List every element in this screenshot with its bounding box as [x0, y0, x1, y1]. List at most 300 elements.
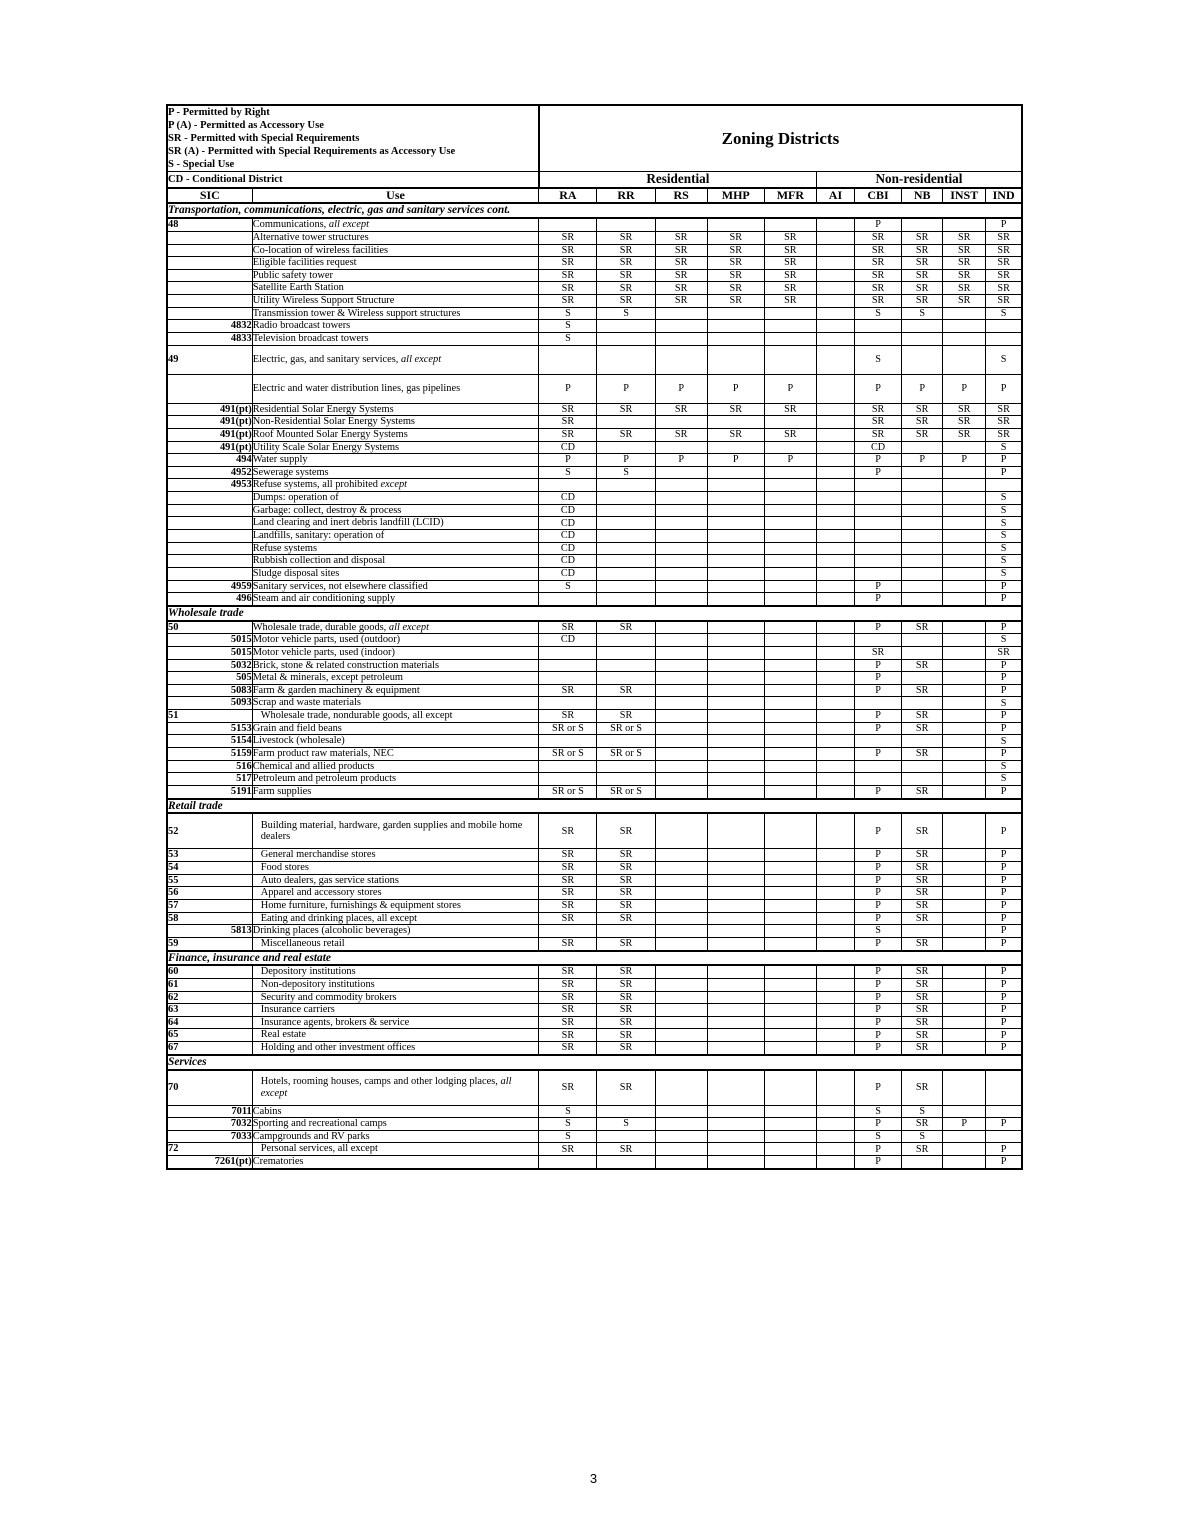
cell-permission-rs — [655, 785, 707, 798]
cell-permission-inst — [943, 555, 986, 568]
cell-permission-rs — [655, 530, 707, 543]
cell-permission-ra — [539, 925, 597, 938]
cell-permission-ind: S — [986, 492, 1022, 505]
table-row — [167, 332, 1022, 345]
cell-permission-ind: SR — [986, 257, 1022, 270]
cell-permission-ai — [816, 735, 854, 748]
cell-sic-code: 64 — [167, 1016, 252, 1029]
cell-permission-mfr — [764, 849, 816, 862]
table-row — [167, 735, 1022, 748]
use-text: Utility Scale Solar Energy Systems — [252, 441, 400, 453]
cell-permission-cbi: SR — [855, 257, 902, 270]
cell-permission-rs — [655, 849, 707, 862]
cell-permission-mfr — [764, 965, 816, 978]
cell-permission-ai — [816, 991, 854, 1004]
use-text: Non-Residential Solar Energy Systems — [252, 416, 415, 428]
cell-permission-mfr — [764, 345, 816, 374]
cell-use-description — [252, 899, 539, 912]
use-text: Miscellaneous retail — [260, 937, 345, 949]
cell-permission-rs — [655, 912, 707, 925]
cell-permission-inst — [943, 218, 986, 231]
cell-permission-inst — [943, 646, 986, 659]
cell-sic-code: 52 — [167, 813, 252, 849]
cell-permission-mfr — [764, 530, 816, 543]
cell-sic-code: 5153 — [167, 722, 252, 735]
cell-use-description — [252, 621, 539, 634]
cell-permission-mhp — [707, 965, 764, 978]
cell-use-description — [252, 1143, 539, 1156]
cell-permission-ind: S — [986, 504, 1022, 517]
cell-use-description — [252, 320, 539, 333]
cell-use-description — [252, 684, 539, 697]
cell-permission-rr: SR — [597, 710, 655, 723]
cell-permission-nb: SR — [902, 991, 943, 1004]
cell-use-description — [252, 416, 539, 429]
cell-permission-mfr — [764, 1016, 816, 1029]
cell-permission-mfr — [764, 492, 816, 505]
cell-permission-rs — [655, 621, 707, 634]
cell-permission-inst — [943, 773, 986, 786]
cell-use-description — [252, 849, 539, 862]
cell-permission-rs — [655, 748, 707, 761]
cell-permission-ra: S — [539, 1130, 597, 1143]
cell-permission-ra: CD — [539, 555, 597, 568]
cell-permission-cbi: P — [855, 710, 902, 723]
use-text: Motor vehicle parts, used (indoor) — [252, 646, 395, 658]
cell-permission-nb: SR — [902, 978, 943, 991]
cell-permission-cbi: P — [855, 621, 902, 634]
cell-permission-cbi: P — [855, 1156, 902, 1169]
cell-sic-code: 5093 — [167, 697, 252, 710]
use-text-emphasis: all except — [388, 621, 429, 633]
use-text: Building material, hardware, garden supplies and mobile home dealers — [260, 819, 523, 843]
cell-permission-nb: SR — [902, 282, 943, 295]
cell-permission-nb — [902, 542, 943, 555]
cell-permission-ra: SR — [539, 1042, 597, 1055]
cell-permission-rr — [597, 646, 655, 659]
cell-permission-cbi: P — [855, 912, 902, 925]
cell-permission-rr — [597, 672, 655, 685]
cell-permission-mfr — [764, 634, 816, 647]
cell-permission-mhp: SR — [707, 269, 764, 282]
cell-use-description — [252, 441, 539, 454]
cell-use-description — [252, 454, 539, 467]
cell-permission-ra: S — [539, 1105, 597, 1118]
cell-use-description — [252, 307, 539, 320]
cell-permission-mfr — [764, 416, 816, 429]
table-row — [167, 899, 1022, 912]
cell-permission-ai — [816, 542, 854, 555]
cell-permission-inst — [943, 580, 986, 593]
cell-permission-nb — [902, 634, 943, 647]
cell-sic-code — [167, 504, 252, 517]
cell-sic-code: 516 — [167, 760, 252, 773]
cell-permission-inst — [943, 1070, 986, 1106]
cell-permission-nb: SR — [902, 231, 943, 244]
legend-line: SR - Permitted with Special Requirements — [168, 132, 360, 144]
cell-permission-ai — [816, 479, 854, 492]
cell-permission-rs — [655, 332, 707, 345]
cell-sic-code: 48 — [167, 218, 252, 231]
cell-permission-ind: S — [986, 760, 1022, 773]
legend-block — [167, 105, 539, 172]
cell-permission-rs — [655, 813, 707, 849]
cell-sic-code: 5015 — [167, 634, 252, 647]
cell-use-description — [252, 965, 539, 978]
cell-permission-inst: P — [943, 374, 986, 403]
cell-permission-rr: SR — [597, 887, 655, 900]
cell-permission-mfr: SR — [764, 295, 816, 308]
cell-permission-mfr — [764, 1143, 816, 1156]
cell-permission-mhp — [707, 773, 764, 786]
cell-permission-inst — [943, 567, 986, 580]
cell-permission-nb — [902, 925, 943, 938]
table-row — [167, 1042, 1022, 1055]
cell-permission-ind: S — [986, 773, 1022, 786]
cell-permission-inst — [943, 760, 986, 773]
cell-permission-inst: SR — [943, 428, 986, 441]
table-row — [167, 697, 1022, 710]
cell-permission-inst — [943, 659, 986, 672]
cell-sic-code: 5015 — [167, 646, 252, 659]
cell-permission-rr — [597, 593, 655, 606]
cell-permission-mhp: P — [707, 454, 764, 467]
cell-permission-inst: SR — [943, 282, 986, 295]
table-row — [167, 530, 1022, 543]
cell-permission-rs — [655, 593, 707, 606]
cell-permission-mhp — [707, 1029, 764, 1042]
cell-permission-mfr — [764, 504, 816, 517]
cell-permission-ind: P — [986, 1016, 1022, 1029]
group-header-row — [167, 172, 1022, 188]
cell-permission-mhp — [707, 735, 764, 748]
cell-permission-nb: S — [902, 1105, 943, 1118]
table-row — [167, 479, 1022, 492]
cell-permission-nb: SR — [902, 1143, 943, 1156]
cell-permission-nb — [902, 530, 943, 543]
cell-permission-ind: P — [986, 991, 1022, 1004]
cell-permission-ind: P — [986, 684, 1022, 697]
cell-permission-ind: P — [986, 1143, 1022, 1156]
cell-sic-code: 5813 — [167, 925, 252, 938]
cell-permission-mfr — [764, 567, 816, 580]
cell-permission-nb: SR — [902, 416, 943, 429]
use-text: Metal & minerals, except petroleum — [252, 672, 404, 684]
section-header-row — [167, 203, 1022, 218]
column-header-row — [167, 188, 1022, 203]
cell-permission-nb: SR — [902, 1042, 943, 1055]
cell-permission-rs: SR — [655, 244, 707, 257]
cell-permission-cbi: P — [855, 1143, 902, 1156]
use-text: Rubbish collection and disposal — [252, 555, 386, 567]
cell-permission-mhp — [707, 1004, 764, 1017]
cell-permission-rs — [655, 937, 707, 950]
cell-permission-cbi — [855, 542, 902, 555]
use-text: Apparel and accessory stores — [260, 887, 382, 899]
table-row — [167, 684, 1022, 697]
cell-use-description — [252, 1156, 539, 1169]
cell-permission-mhp — [707, 925, 764, 938]
cell-permission-nb — [902, 345, 943, 374]
cell-permission-mhp — [707, 634, 764, 647]
cell-permission-mhp — [707, 874, 764, 887]
cell-permission-nb — [902, 320, 943, 333]
cell-permission-mfr — [764, 1029, 816, 1042]
cell-use-description — [252, 722, 539, 735]
cell-sic-code: 4959 — [167, 580, 252, 593]
cell-permission-rr — [597, 634, 655, 647]
legend-line: SR (A) - Permitted with Special Requirements as Accessory Use — [168, 145, 456, 157]
use-text: Crematories — [252, 1156, 304, 1168]
cell-sic-code — [167, 555, 252, 568]
table-row — [167, 441, 1022, 454]
cell-permission-ra — [539, 218, 597, 231]
cell-permission-ra: SR — [539, 1070, 597, 1106]
cell-permission-mhp — [707, 332, 764, 345]
cell-permission-cbi — [855, 697, 902, 710]
zoning-use-table-page — [166, 104, 1023, 1170]
cell-permission-ra: S — [539, 466, 597, 479]
cell-permission-ai — [816, 441, 854, 454]
table-row — [167, 492, 1022, 505]
cell-permission-ra: SR — [539, 937, 597, 950]
cell-permission-rr: SR — [597, 1143, 655, 1156]
cell-permission-ind: S — [986, 307, 1022, 320]
cell-permission-cbi: P — [855, 1016, 902, 1029]
table-row — [167, 1004, 1022, 1017]
cell-use-description — [252, 295, 539, 308]
cell-permission-mfr — [764, 1004, 816, 1017]
cell-permission-mfr: SR — [764, 257, 816, 270]
cell-permission-nb: SR — [902, 874, 943, 887]
cell-permission-ai — [816, 1105, 854, 1118]
use-text: Television broadcast towers — [252, 332, 369, 344]
cell-permission-ra: SR — [539, 282, 597, 295]
cell-permission-nb — [902, 593, 943, 606]
cell-permission-cbi: P — [855, 1029, 902, 1042]
cell-permission-inst: SR — [943, 403, 986, 416]
use-text: Real estate — [260, 1029, 306, 1041]
cell-permission-rr — [597, 735, 655, 748]
cell-permission-mhp — [707, 320, 764, 333]
cell-use-description — [252, 374, 539, 403]
table-row — [167, 862, 1022, 875]
cell-permission-mhp — [707, 621, 764, 634]
cell-permission-nb — [902, 1156, 943, 1169]
cell-permission-ind — [986, 1130, 1022, 1143]
cell-permission-rs — [655, 320, 707, 333]
cell-permission-ra: SR — [539, 295, 597, 308]
cell-permission-ai — [816, 567, 854, 580]
table-row — [167, 1156, 1022, 1169]
cell-permission-rs — [655, 697, 707, 710]
cell-use-description — [252, 345, 539, 374]
table-row — [167, 978, 1022, 991]
table-row — [167, 295, 1022, 308]
cell-permission-rr — [597, 218, 655, 231]
table-row — [167, 646, 1022, 659]
cell-permission-ra: SR — [539, 1016, 597, 1029]
cell-permission-nb — [902, 555, 943, 568]
cell-permission-ind: P — [986, 965, 1022, 978]
cell-permission-ind: SR — [986, 646, 1022, 659]
cell-permission-cbi: CD — [855, 441, 902, 454]
cell-permission-inst — [943, 479, 986, 492]
cell-permission-rr — [597, 492, 655, 505]
cell-permission-inst — [943, 320, 986, 333]
use-text: Satellite Earth Station — [252, 282, 344, 294]
cell-permission-mfr — [764, 760, 816, 773]
cell-permission-rs: SR — [655, 428, 707, 441]
cell-permission-ra: SR — [539, 862, 597, 875]
cell-sic-code — [167, 307, 252, 320]
cell-use-description — [252, 760, 539, 773]
cell-permission-cbi: S — [855, 1105, 902, 1118]
use-text: Scrap and waste materials — [252, 697, 361, 709]
cell-permission-ai — [816, 504, 854, 517]
cell-permission-rs — [655, 899, 707, 912]
use-text: Public safety tower — [252, 269, 333, 281]
cell-permission-mfr — [764, 1042, 816, 1055]
cell-permission-mfr — [764, 466, 816, 479]
cell-permission-mhp: SR — [707, 428, 764, 441]
cell-sic-code: 62 — [167, 991, 252, 1004]
cell-permission-rs — [655, 542, 707, 555]
cell-sic-code — [167, 374, 252, 403]
cell-sic-code: 4833 — [167, 332, 252, 345]
table-row — [167, 621, 1022, 634]
use-text: Sanitary services, not elsewhere classified — [252, 580, 428, 592]
table-row — [167, 925, 1022, 938]
cell-permission-cbi: SR — [855, 416, 902, 429]
cell-permission-ra — [539, 697, 597, 710]
cell-permission-rr: SR — [597, 231, 655, 244]
use-text: Campgrounds and RV parks — [252, 1130, 370, 1142]
cell-permission-rs — [655, 887, 707, 900]
table-row — [167, 634, 1022, 647]
table-row — [167, 269, 1022, 282]
cell-permission-mfr — [764, 925, 816, 938]
cell-permission-mfr: P — [764, 374, 816, 403]
cell-permission-ai — [816, 785, 854, 798]
cell-permission-ind: P — [986, 887, 1022, 900]
cell-use-description — [252, 332, 539, 345]
cell-permission-rs — [655, 659, 707, 672]
cell-permission-cbi — [855, 760, 902, 773]
cell-permission-ai — [816, 282, 854, 295]
cell-use-description — [252, 1070, 539, 1106]
column-header-district-mfr: MFR — [764, 188, 816, 203]
cell-permission-nb — [902, 441, 943, 454]
cell-permission-ind: P — [986, 466, 1022, 479]
cell-permission-rs — [655, 567, 707, 580]
cell-permission-cbi: SR — [855, 269, 902, 282]
cell-sic-code: 4953 — [167, 479, 252, 492]
cell-permission-rs — [655, 1016, 707, 1029]
cell-permission-inst — [943, 1042, 986, 1055]
legend-line: P (A) - Permitted as Accessory Use — [168, 119, 324, 131]
cell-use-description — [252, 231, 539, 244]
cell-sic-code — [167, 231, 252, 244]
cell-permission-nb: S — [902, 1130, 943, 1143]
cell-sic-code — [167, 295, 252, 308]
cell-permission-rs — [655, 965, 707, 978]
cell-sic-code: 70 — [167, 1070, 252, 1106]
cell-permission-ra: SR — [539, 874, 597, 887]
cell-permission-nb — [902, 466, 943, 479]
cell-permission-ra — [539, 672, 597, 685]
cell-permission-mhp — [707, 887, 764, 900]
cell-permission-nb: SR — [902, 899, 943, 912]
cell-use-description — [252, 517, 539, 530]
cell-permission-cbi: SR — [855, 295, 902, 308]
use-text: Food stores — [260, 862, 309, 874]
cell-permission-rs — [655, 345, 707, 374]
cell-permission-ra: S — [539, 580, 597, 593]
cell-permission-ra: S — [539, 307, 597, 320]
cell-permission-ra: SR — [539, 965, 597, 978]
table-row — [167, 672, 1022, 685]
cell-permission-rr — [597, 416, 655, 429]
cell-permission-ind: P — [986, 621, 1022, 634]
cell-use-description — [252, 735, 539, 748]
legend-line: S - Special Use — [168, 158, 235, 170]
cell-permission-rs — [655, 307, 707, 320]
use-text-emphasis: all except — [400, 353, 442, 365]
cell-use-description — [252, 1105, 539, 1118]
cell-permission-ra — [539, 659, 597, 672]
zoning-districts-title: Zoning Districts — [539, 105, 1022, 172]
cell-permission-ai — [816, 672, 854, 685]
cell-permission-rr: S — [597, 307, 655, 320]
use-text: Grain and field beans — [252, 722, 342, 734]
cell-permission-ai — [816, 887, 854, 900]
use-text: Refuse systems — [252, 542, 318, 554]
cell-sic-code: 7033 — [167, 1130, 252, 1143]
cell-permission-ai — [816, 555, 854, 568]
cell-permission-ai — [816, 1029, 854, 1042]
cell-permission-ra: SR — [539, 416, 597, 429]
use-text: Sewerage systems — [252, 466, 329, 478]
cell-permission-rr — [597, 1105, 655, 1118]
cell-permission-rr — [597, 925, 655, 938]
group-header-nonresidential: Non-residential — [816, 172, 1022, 188]
cell-permission-rs — [655, 218, 707, 231]
cell-permission-ind: S — [986, 345, 1022, 374]
column-header-district-nb: NB — [902, 188, 943, 203]
cell-permission-cbi: P — [855, 813, 902, 849]
cell-permission-ra — [539, 479, 597, 492]
column-header-district-rs: RS — [655, 188, 707, 203]
use-text: Non-depository institutions — [260, 978, 375, 990]
cell-permission-mfr — [764, 555, 816, 568]
cell-permission-ai — [816, 874, 854, 887]
cell-permission-ra: CD — [539, 634, 597, 647]
column-header-sic: SIC — [167, 188, 252, 203]
cell-permission-cbi: SR — [855, 403, 902, 416]
cell-use-description — [252, 1118, 539, 1131]
column-header-district-ra: RA — [539, 188, 597, 203]
cell-permission-rr: SR — [597, 874, 655, 887]
table-row — [167, 257, 1022, 270]
cell-permission-ai — [816, 257, 854, 270]
table-row — [167, 231, 1022, 244]
table-row — [167, 912, 1022, 925]
cell-permission-ind: SR — [986, 269, 1022, 282]
table-row — [167, 1130, 1022, 1143]
cell-use-description — [252, 937, 539, 950]
table-row — [167, 710, 1022, 723]
